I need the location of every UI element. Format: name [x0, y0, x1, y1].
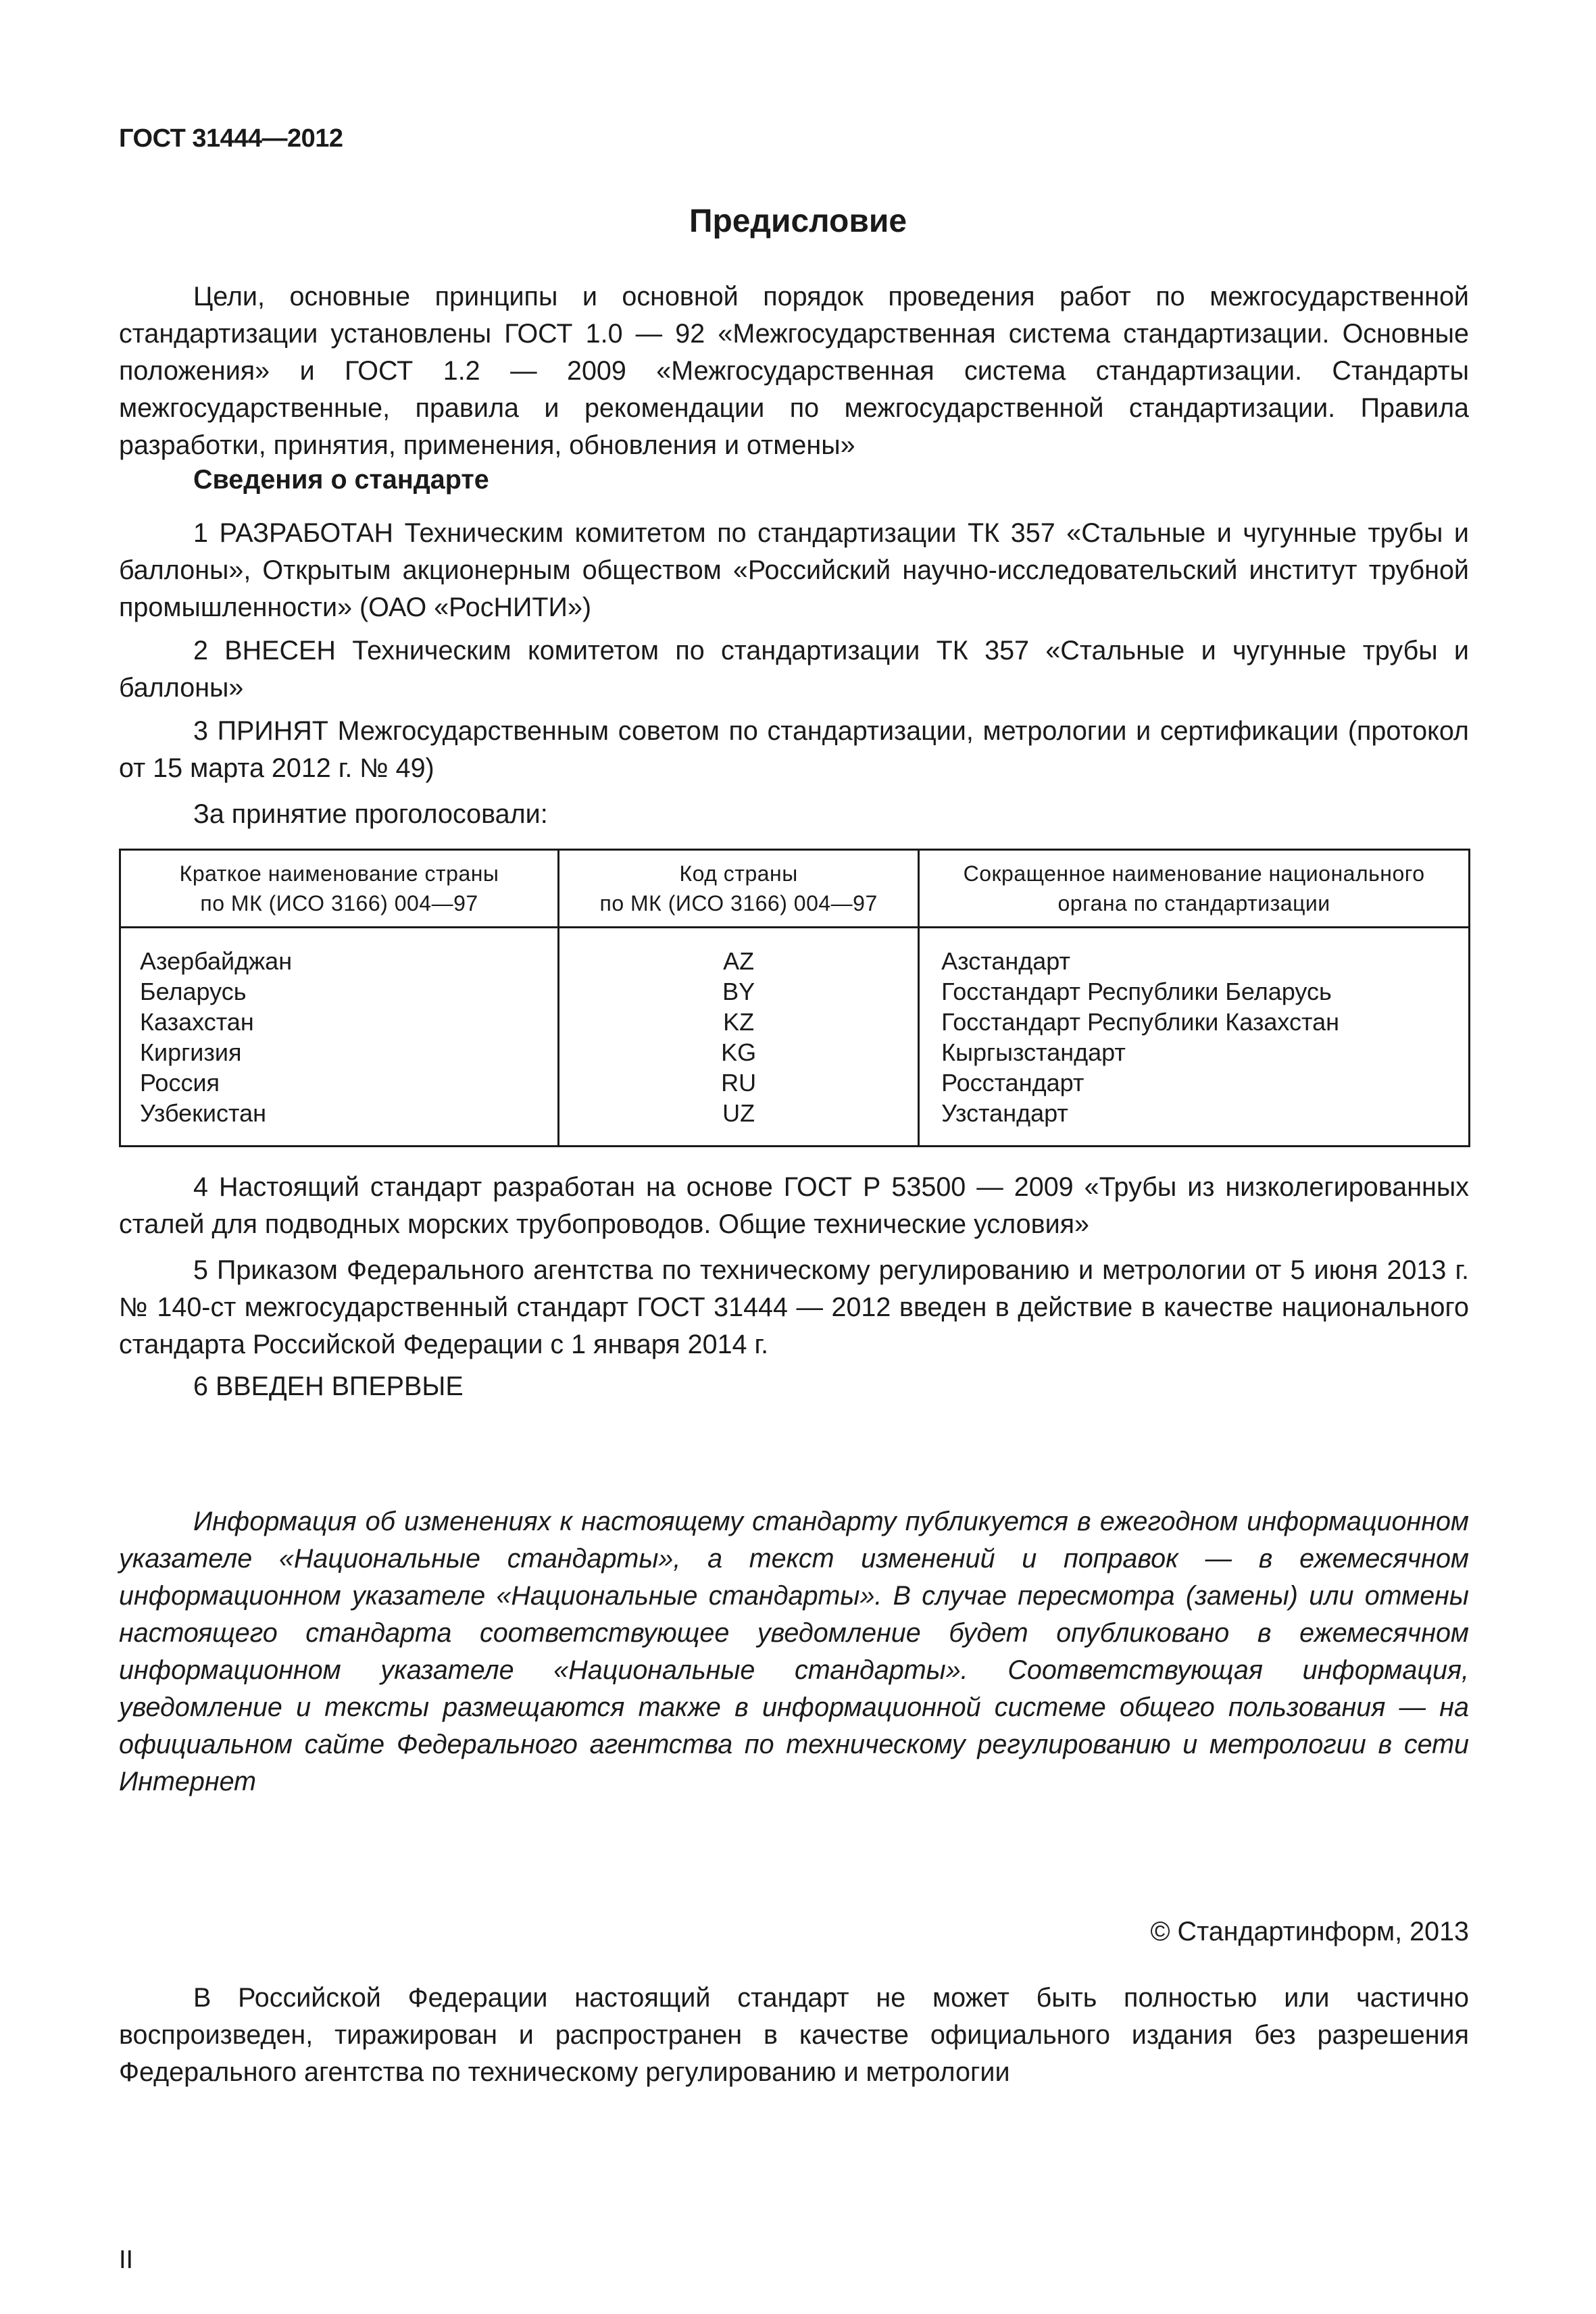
country-name: Казахстан: [140, 1008, 254, 1036]
item-order: 5 Приказом Федерального агентства по техническому регулированию и метрологии от 5 июня 2013 г. № 140-ст межгосударственный стандарт ГОСТ 31444 — 2012 введен в действие в качестве национального стандарта Российской Федерации с 1 января 2014 г.: [119, 1255, 1469, 1359]
country-names-column: [120, 928, 559, 1147]
item-adopted: 3 ПРИНЯТ Межгосударственным советом по стандартизации, метрологии и сертификации (протокол от 15 марта 2012 г. № 49): [119, 716, 1469, 783]
copyright: © Стандартинформ, 2013: [1150, 1917, 1469, 1946]
info-heading: Сведения о стандарте: [193, 465, 489, 495]
national-body: Госстандарт Республики Казахстан: [941, 1008, 1340, 1036]
changes-info: Информация об изменениях к настоящему стандарту публикуется в ежегодном информационном указателе «Национальные стандарты», а текст изменений и поправок — в ежемесячном информационном указателе «Национальные стандарты». В случае пересмотра (замены) или отмены настоящего стандарта соответствующее уведомление будет опубликовано в ежемесячном информационном указателе «Национальные стандарты». Соответствующая информация, уведомление и тексты размещаются также в информационной системе общего пользования — на официальном сайте Федерального агентства по техническому регулированию и метрологии в сети Интернет: [119, 1507, 1469, 1796]
country-code: UZ: [722, 1099, 755, 1127]
header-country-name: Краткое наименование страны по МК (ИСО 3166) 004—97: [120, 850, 559, 928]
national-body: Росстандарт: [941, 1069, 1084, 1097]
country-code: KZ: [723, 1008, 755, 1036]
country-code: RU: [721, 1069, 757, 1097]
country-codes-column: [559, 928, 919, 1147]
country-name: Россия: [140, 1069, 220, 1097]
national-body: Кыргызстандарт: [941, 1038, 1126, 1066]
table-row: [120, 928, 1470, 1147]
country-name: Беларусь: [140, 978, 247, 1005]
national-body: Азстандарт: [941, 947, 1070, 975]
country-code: BY: [722, 978, 755, 1005]
country-code: AZ: [723, 947, 755, 975]
document-code: ГОСТ 31444—2012: [119, 124, 343, 153]
item-basis: 4 Настоящий стандарт разработан на основе ГОСТ Р 53500 — 2009 «Трубы из низколегированных сталей для подводных морских трубопроводов. Общие технические условия»: [119, 1172, 1469, 1239]
rights-notice: В Российской Федерации настоящий стандарт не может быть полностью или частично воспроизведен, тиражирован и распространен в качестве официального издания без разрешения Федерального агентства по техническому регулированию и метрологии: [119, 1983, 1469, 2087]
page-title: Предисловие: [689, 203, 907, 239]
item-developed: 1 РАЗРАБОТАН Техническим комитетом по стандартизации ТК 357 «Стальные и чугунные трубы и баллоны», Открытым акционерным обществом «Российский научно-исследовательский институт трубной промышленности» (ОАО «РосНИТИ»): [119, 518, 1469, 622]
item-submitted: 2 ВНЕСЕН Техническим комитетом по стандартизации ТК 357 «Стальные и чугунные трубы и баллоны»: [119, 636, 1469, 703]
country-name: Узбекистан: [140, 1099, 267, 1127]
national-body: Госстандарт Республики Беларусь: [941, 978, 1332, 1005]
vote-intro: За принятие проголосовали:: [193, 799, 548, 829]
intro-paragraph: Цели, основные принципы и основной порядок проведения работ по межгосударственной стандартизации установлены ГОСТ 1.0 — 92 «Межгосударственная система стандартизации. Основные положения» и ГОСТ 1.2 — 2009 «Межгосударственная система стандартизации. Стандарты межгосударственные, правила и рекомендации по межгосударственной стандартизации. Правила разработки, принятия, применения, обновления и отмены»: [119, 282, 1469, 460]
country-name: Киргизия: [140, 1038, 242, 1066]
page-number: II: [119, 2246, 134, 2274]
national-bodies-column: [919, 928, 1470, 1147]
voting-countries-table: [119, 849, 1470, 1147]
header-national-body: Сокращенное наименование национального органа по стандартизации: [919, 850, 1470, 928]
item-introduced: 6 ВВЕДЕН ВПЕРВЫЕ: [193, 1372, 464, 1401]
national-body: Узстандарт: [941, 1099, 1068, 1127]
country-code: KG: [721, 1038, 757, 1066]
country-name: Азербайджан: [140, 947, 293, 975]
table-header-row: [120, 850, 1470, 928]
header-country-code: Код страны по МК (ИСО 3166) 004—97: [559, 850, 919, 928]
